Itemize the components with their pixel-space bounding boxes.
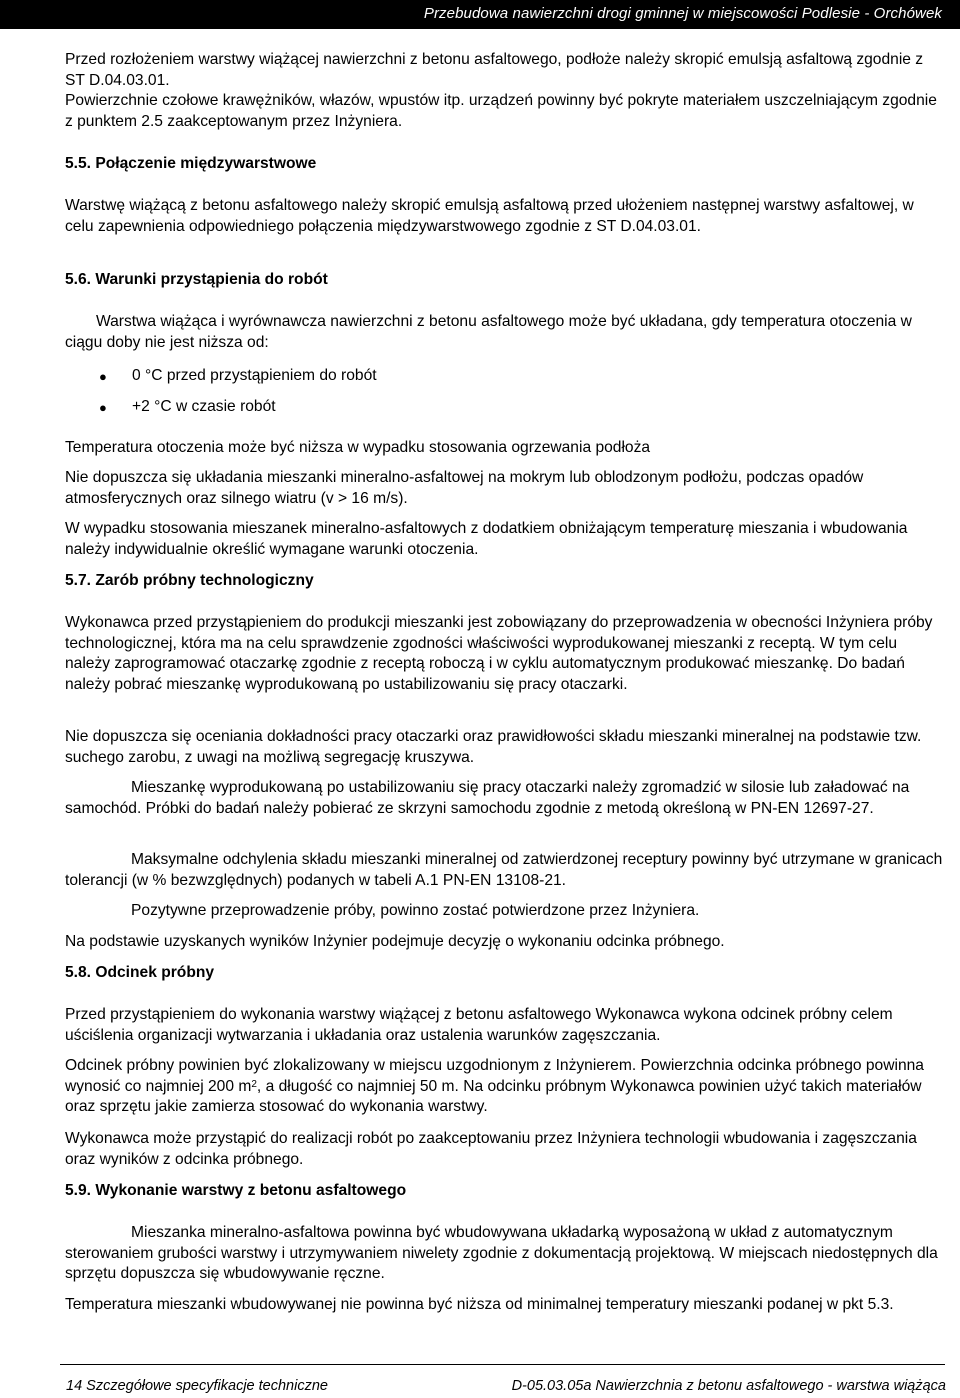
paragraph: Warstwa wiążąca i wyrównawcza nawierzchni z betonu asfaltowego może być układana, gdy temperatura otoczenia w ciągu doby nie jest niższa od: <box>65 313 912 351</box>
section-heading-5-5: 5.5. Połączenie międzywarstwowe <box>65 155 317 172</box>
bullet-icon: ● <box>99 400 107 415</box>
paragraph: Przed przystąpieniem do wykonania warstwy wiążącej z betonu asfaltowego Wykonawca wykona odcinek próbny celem uściślenia organizacji wytwarzania i układania oraz ustalenia warunków zagęszczania. <box>65 1006 893 1044</box>
footer-left: 14 Szczegółowe specyfikacje techniczne <box>66 1378 328 1394</box>
header-bar <box>0 0 960 29</box>
footer-right: D-05.03.05a Nawierzchnia z betonu asfaltowego - warstwa wiążąca <box>511 1378 946 1394</box>
paragraph: Maksymalne odchylenia składu mieszanki mineralnej od zatwierdzonej receptury powinny być utrzymane w granicach tolerancji (w % bezwzględnych) podanych w tabeli A.1 PN-EN 13108-21. <box>65 851 943 889</box>
paragraph: Nie dopuszcza się oceniania dokładności pracy otaczarki oraz prawidłowości składu mieszanki mineralnej na podstawie tzw. suchego zarobu, z uwagi na możliwą segregację kruszywa. <box>65 728 922 766</box>
section-heading-5-8: 5.8. Odcinek próbny <box>65 964 215 981</box>
paragraph: Przed rozłożeniem warstwy wiążącej nawierzchni z betonu asfaltowego, podłoże należy skropić emulsją asfaltową zgodnie z ST D.04.03.01. <box>65 51 924 89</box>
list-item: 0 °C przed przystąpieniem do robót <box>132 367 377 384</box>
paragraph: Temperatura otoczenia może być niższa w wypadku stosowania ogrzewania podłoża <box>65 439 651 456</box>
header-title: Przebudowa nawierzchni drogi gminnej w miejscowości Podlesie - Orchówek <box>423 5 942 22</box>
paragraph: Wykonawca może przystąpić do realizacji robót po zaakceptowaniu przez Inżyniera technologii wbudowania i zagęszczania oraz wyników z odcinka próbnego. <box>65 1130 917 1168</box>
paragraph: Temperatura mieszanki wbudowywanej nie powinna być niższa od minimalnej temperatury mieszanki podanej w pkt 5.3. <box>65 1296 894 1313</box>
paragraph: Mieszanka mineralno-asfaltowa powinna być wbudowywana układarką wyposażoną w układ z automatycznym sterowaniem grubości warstwy i utrzymywaniem niwelety zgodnie z dokumentacją projektową. W miejscach niedostępnych dla sprzętu dopuszcza się wbudowywanie ręczne. <box>65 1224 938 1282</box>
paragraph: Powierzchnie czołowe krawężników, włazów, wpustów itp. urządzeń powinny być pokryte materiałem uszczelniającym zgodnie z punktem 2.5 zaakceptowanym przez Inżyniera. <box>65 92 937 130</box>
paragraph: Wykonawca przed przystąpieniem do produkcji mieszanki jest zobowiązany do przeprowadzenia w obecności Inżyniera próby technologicznej, która ma na celu sprawdzenie zgodności właściwości wyprodukowanej mieszanki z receptą. W tym celu należy zaprogramować otaczarkę zgodnie z receptą roboczą i w cyklu automatycznym produkować mieszankę. Do badań należy pobrać mieszankę wyprodukowaną po ustabilizowaniu się pracy otaczarki. <box>65 614 933 693</box>
paragraph: Na podstawie uzyskanych wyników Inżynier podejmuje decyzję o wykonaniu odcinka próbnego. <box>65 933 725 950</box>
bullet-icon: ● <box>99 369 107 384</box>
paragraph-part: , a długość co najmniej 50 m. Na odcinku próbnym Wykonawca powinien użyć takich materiałów oraz sprzętu jakie zamierza stosować do wykonania warstwy. <box>65 1077 922 1115</box>
paragraph: Warstwę wiążącą z betonu asfaltowego należy skropić emulsją asfaltową przed ułożeniem następnej warstwy asfaltowej, w celu zapewnienia odpowiedniego połączenia międzywarstwowego zgodnie z ST D.04.03.01. <box>65 197 914 235</box>
paragraph: Nie dopuszcza się układania mieszanki mineralno-asfaltowej na mokrym lub oblodzonym podłożu, podczas opadów atmosferycznych oraz silnego wiatru (v > 16 m/s). <box>65 469 864 507</box>
paragraph <box>65 1056 945 1118</box>
section-heading-5-9: 5.9. Wykonanie warstwy z betonu asfaltowego <box>65 1182 407 1199</box>
paragraph: W wypadku stosowania mieszanek mineralno-asfaltowych z dodatkiem obniżającym temperaturę mieszania i wbudowania należy indywidualnie określić wymagane warunki otoczenia. <box>65 520 908 558</box>
paragraph: Mieszankę wyprodukowaną po ustabilizowaniu się pracy otaczarki należy zgromadzić w silosie lub załadować na samochód. Próbki do badań należy pobierać ze skrzyni samochodu zgodnie z metodą określoną w PN-EN 12697-27. <box>65 779 910 817</box>
section-heading-5-6: 5.6. Warunki przystąpienia do robót <box>65 271 328 288</box>
paragraph-part: Odcinek próbny powinien być zlokalizowany w miejscu uzgodnionym z Inżynierem. Powierzchnia odcinka próbnego powinna wynosić co najmniej 200 m <box>65 1057 924 1095</box>
footer-divider <box>60 1364 945 1365</box>
section-heading-5-7: 5.7. Zarób próbny technologiczny <box>65 572 314 589</box>
paragraph: Pozytywne przeprowadzenie próby, powinno zostać potwierdzone przez Inżyniera. <box>131 902 700 919</box>
list-item: +2 °C w czasie robót <box>132 398 276 415</box>
superscript: 2 <box>251 1078 257 1090</box>
